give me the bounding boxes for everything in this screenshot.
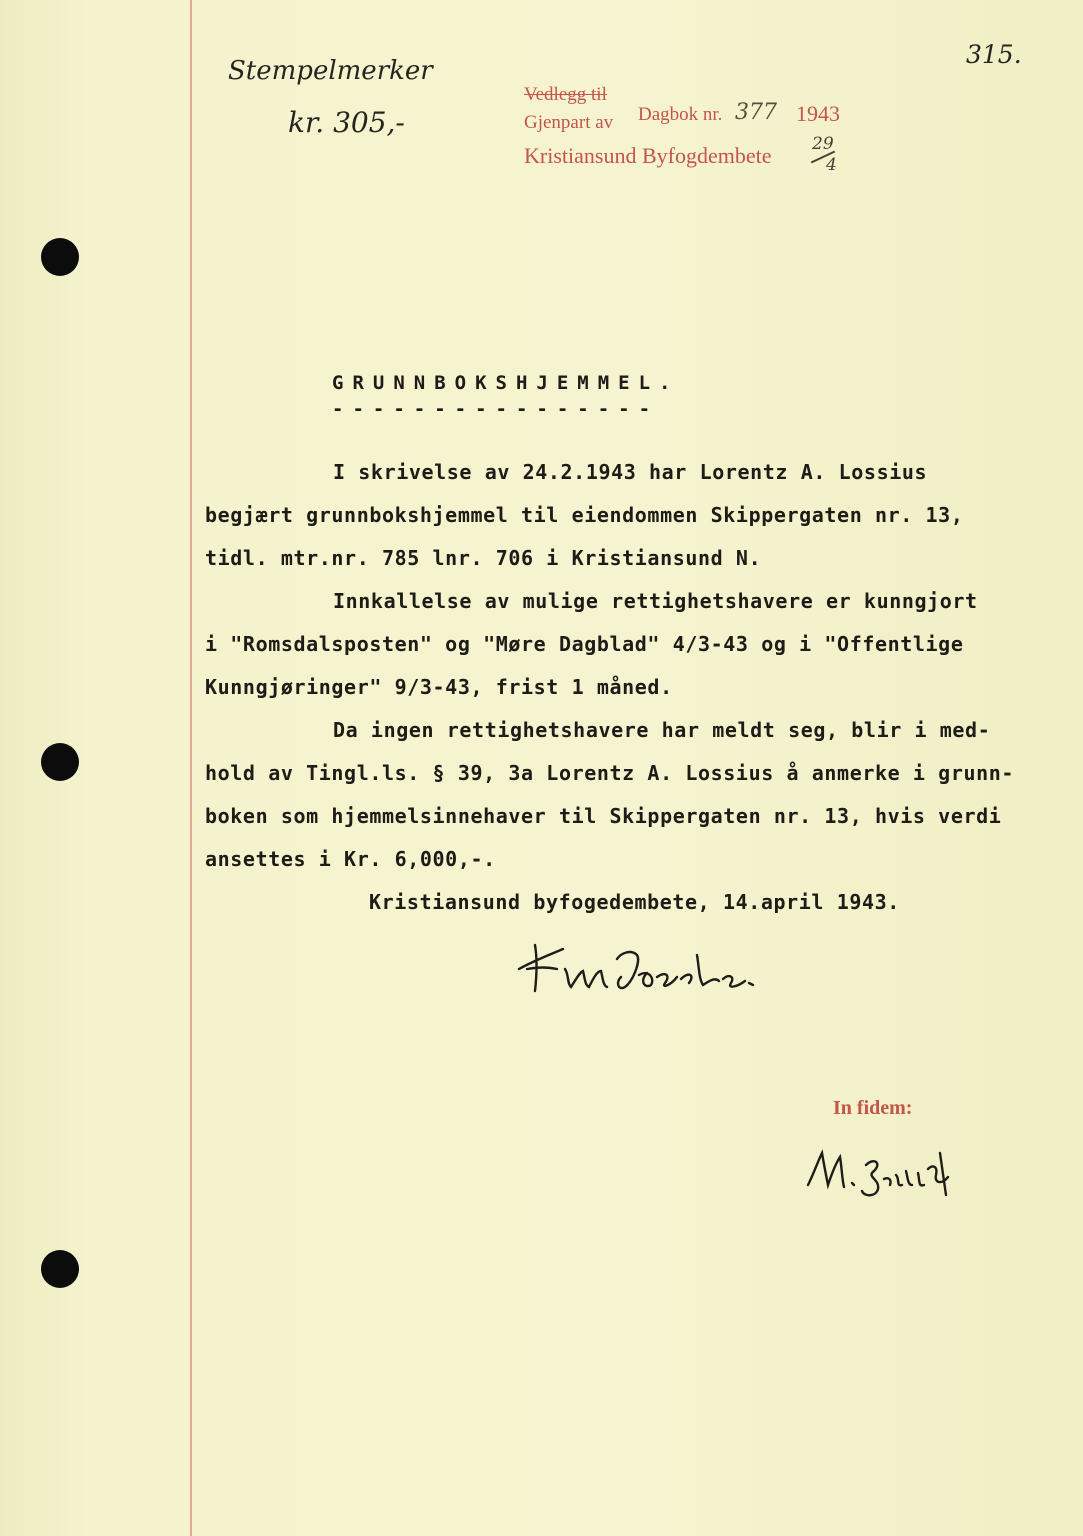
body-line-4: Innkallelse av mulige rettighetshavere er kunngjort: [333, 589, 978, 613]
punch-hole-top: [41, 238, 79, 276]
body-line-3: tidl. mtr.nr. 785 lnr. 706 i Kristiansund N.: [205, 546, 762, 570]
stamp-date-day: 29: [812, 134, 834, 154]
body-line-10: ansettes i Kr. 6,000,-.: [205, 847, 496, 871]
page-number: 315.: [966, 40, 1022, 69]
stamp-dagbok-label: Dagbok nr.: [638, 104, 723, 125]
signature-finn-jacobsen: [505, 925, 755, 1015]
body-line-5: i "Romsdalsposten" og "Møre Dagblad" 4/3-43 og i "Offentlige: [205, 632, 964, 656]
signature-certifier: [800, 1135, 960, 1205]
margin-note-line1: Stempelmerker: [228, 56, 433, 86]
stamp-date-month: 4: [826, 155, 837, 175]
punch-hole-bottom: [41, 1250, 79, 1288]
place-date: Kristiansund byfogedembete, 14.april 1943.: [369, 890, 900, 914]
body-line-2: begjært grunnbokshjemmel til eiendommen Skippergaten nr. 13,: [205, 503, 964, 527]
stamp-label: Gjenpart av: [524, 112, 614, 133]
body-line-1: I skrivelse av 24.2.1943 har Lorentz A. Lossius: [333, 460, 928, 484]
body-line-8: hold av Tingl.ls. § 39, 3a Lorentz A. Lossius å anmerke i grunn-: [205, 761, 1015, 785]
margin-note-line2: kr. 305,-: [288, 106, 405, 139]
stamp-dagbok-number: 377: [735, 100, 777, 125]
certification-label: In fidem:: [833, 1097, 913, 1119]
margin-rule: [190, 0, 192, 1536]
body-line-6: Kunngjøringer" 9/3-43, frist 1 måned.: [205, 675, 673, 699]
body-line-9: boken som hjemmelsinnehaver til Skippergaten nr. 13, hvis verdi: [205, 804, 1002, 828]
punch-hole-middle: [41, 743, 79, 781]
body-line-7: Da ingen rettighetshavere har meldt seg, blir i med-: [333, 718, 991, 742]
stamp-year: 1943: [796, 101, 840, 126]
stamp-struck-label: Vedlegg til: [524, 84, 607, 105]
document-title: GRUNNBOKSHJEMMEL.: [332, 372, 680, 394]
title-underline: ----------------: [332, 398, 660, 420]
stamp-office: Kristiansund Byfogdembete: [524, 143, 772, 168]
